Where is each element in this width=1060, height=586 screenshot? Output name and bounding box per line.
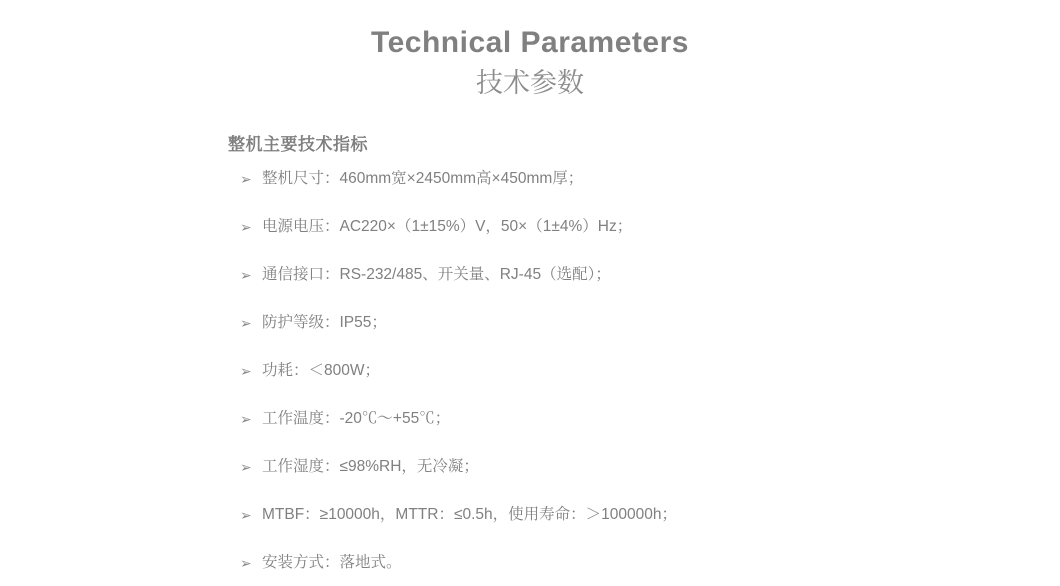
list-item-text: 电源电压：AC220×（1±15%）V，50×（1±4%）Hz；: [262, 218, 633, 235]
arrow-bullet-icon: ➢: [240, 507, 252, 523]
list-item-text: 防护等级：IP55；: [262, 314, 387, 331]
list-item-text: 整机尺寸：460mm宽×2450mm高×450mm厚；: [262, 170, 584, 187]
list-item: [240, 457, 1060, 477]
arrow-bullet-icon: ➢: [240, 411, 252, 427]
list-item-text: 工作温度：-20℃～+55℃；: [262, 410, 451, 427]
list-item: [240, 313, 1060, 333]
list-item-text: 功耗：＜800W；: [262, 362, 380, 379]
specification-list: [240, 169, 1060, 573]
page-title-chinese: 技术参数: [476, 68, 584, 98]
arrow-bullet-icon: ➢: [240, 219, 252, 235]
list-item: [240, 265, 1060, 285]
list-item: [240, 505, 1060, 525]
list-item: [240, 169, 1060, 189]
list-item: [240, 553, 1060, 573]
list-item-text: 工作湿度：≤98%RH，无冷凝；: [262, 458, 479, 475]
list-item: [240, 409, 1060, 429]
arrow-bullet-icon: ➢: [240, 171, 252, 187]
arrow-bullet-icon: ➢: [240, 267, 252, 283]
list-item-text: 安装方式：落地式。: [262, 554, 402, 571]
arrow-bullet-icon: ➢: [240, 459, 252, 475]
list-item-text: 通信接口：RS-232/485、开关量、RJ-45（选配）；: [262, 266, 611, 283]
list-item-text: MTBF：≥10000h，MTTR：≤0.5h，使用寿命：＞100000h；: [262, 506, 677, 523]
list-item: [240, 361, 1060, 381]
arrow-bullet-icon: ➢: [240, 555, 252, 571]
arrow-bullet-icon: ➢: [240, 315, 252, 331]
section-heading: 整机主要技术指标: [228, 135, 368, 154]
arrow-bullet-icon: ➢: [240, 363, 252, 379]
list-item: [240, 217, 1060, 237]
page-title-english: Technical Parameters: [371, 26, 689, 59]
